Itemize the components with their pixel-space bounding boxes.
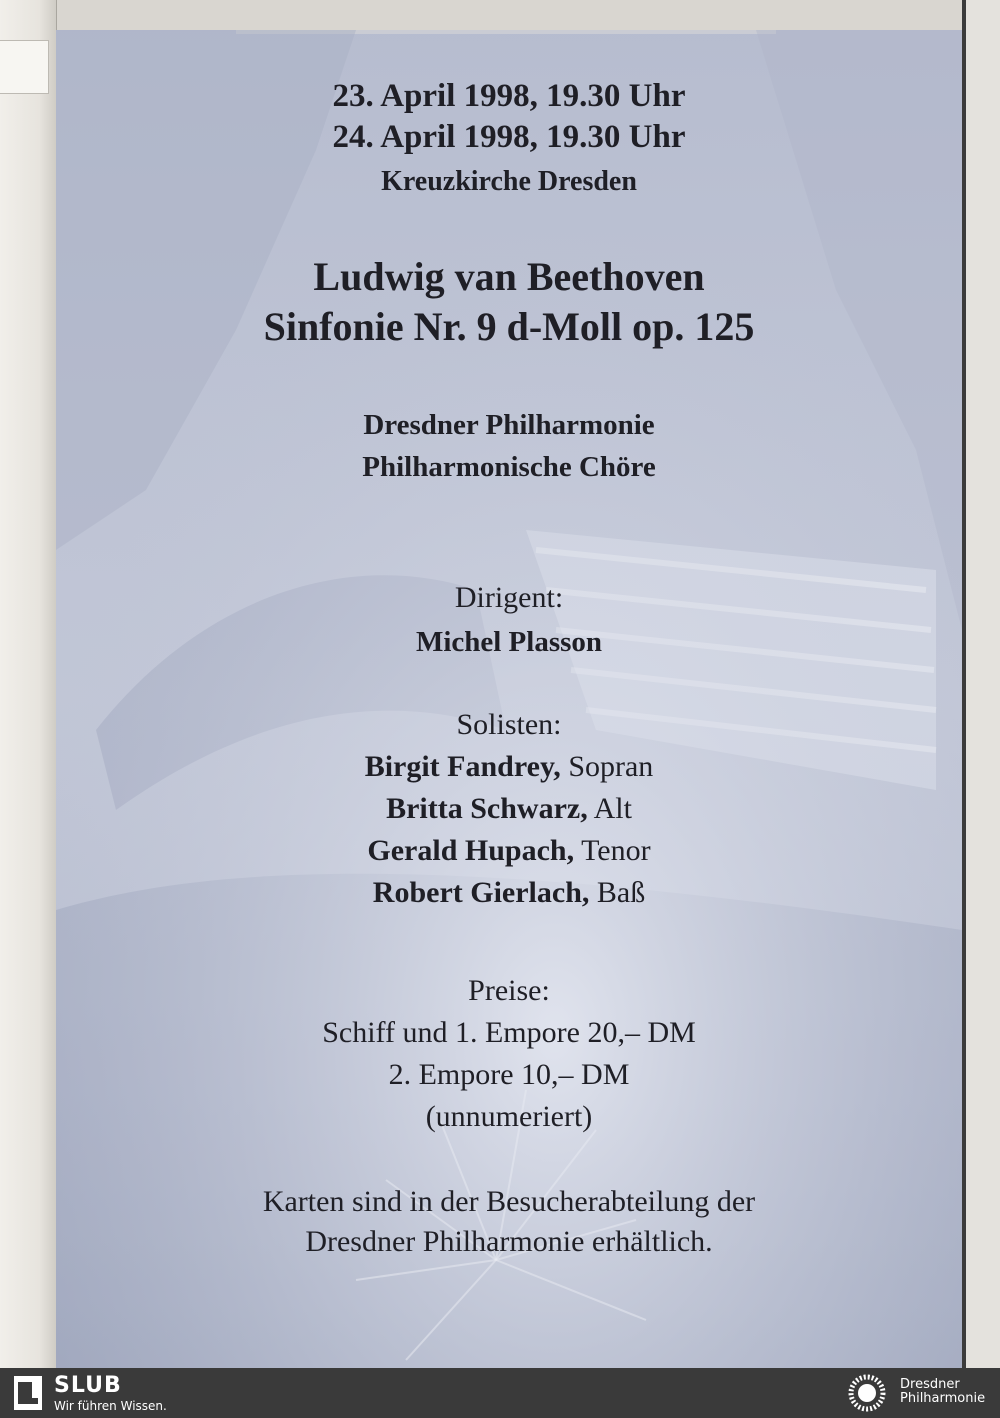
soloist-line <box>56 746 962 788</box>
orchestra-name: Dresdner Philharmonie <box>363 409 655 441</box>
partner-name-line: Philharmonie <box>900 1391 986 1406</box>
soloist-name: Britta Schwarz, <box>386 792 588 825</box>
ticket-info <box>56 1182 962 1262</box>
philharmonie-logo-icon[interactable] <box>846 1372 888 1414</box>
program-title <box>56 252 962 352</box>
soloists-section <box>56 704 962 914</box>
library-name[interactable]: SLUB <box>54 1373 122 1398</box>
soloist-voice: Tenor <box>581 834 651 867</box>
footer-bar <box>0 1368 1000 1418</box>
price-note: (unnumeriert) <box>425 1100 593 1133</box>
soloist-line <box>56 788 962 830</box>
venue: Kreuzkirche Dresden <box>381 166 637 197</box>
page-tab <box>0 40 49 94</box>
date-line-1: 23. April 1998, 19.30 Uhr <box>332 78 686 114</box>
date-line-2: 24. April 1998, 19.30 Uhr <box>332 119 686 155</box>
conductor-name: Michel Plasson <box>415 626 603 658</box>
partner-name-line: Dresdner <box>900 1377 960 1392</box>
leaflet-text <box>56 30 962 1368</box>
soloist-line <box>56 830 962 872</box>
partner-name[interactable] <box>900 1378 985 1406</box>
soloist-name: Gerald Hupach, <box>367 834 575 867</box>
library-tagline: Wir führen Wissen. <box>54 1399 167 1413</box>
choir-name: Philharmonische Chöre <box>362 451 656 483</box>
conductor-section <box>56 576 962 664</box>
slub-logo-icon[interactable] <box>14 1376 42 1410</box>
price-line: Schiff und 1. Empore 20,– DM <box>322 1016 696 1049</box>
soloist-name: Robert Gierlach, <box>372 876 590 909</box>
performance-dates <box>56 76 962 158</box>
work-title: Sinfonie Nr. 9 d-Moll op. 125 <box>263 304 755 349</box>
soloist-line <box>56 872 962 914</box>
scan-right-edge <box>962 0 1000 1368</box>
soloist-voice: Baß <box>596 876 646 909</box>
ensembles <box>56 404 962 488</box>
soloist-voice: Alt <box>593 792 632 825</box>
previous-page-edge <box>0 0 57 1368</box>
soloist-voice: Sopran <box>568 750 654 783</box>
soloist-name: Birgit Fandrey, <box>364 750 561 783</box>
soloists-label: Solisten: <box>456 708 562 741</box>
price-line: 2. Empore 10,– DM <box>388 1058 630 1091</box>
ticket-line: Dresdner Philharmonie erhältlich. <box>305 1225 713 1258</box>
composer-name: Ludwig van Beethoven <box>313 254 705 299</box>
conductor-label: Dirigent: <box>454 581 564 614</box>
prices-section <box>56 970 962 1138</box>
ticket-line: Karten sind in der Besucherabteilung der <box>262 1185 756 1218</box>
prices-label: Preise: <box>468 974 550 1007</box>
scan-shadow <box>962 0 966 1368</box>
